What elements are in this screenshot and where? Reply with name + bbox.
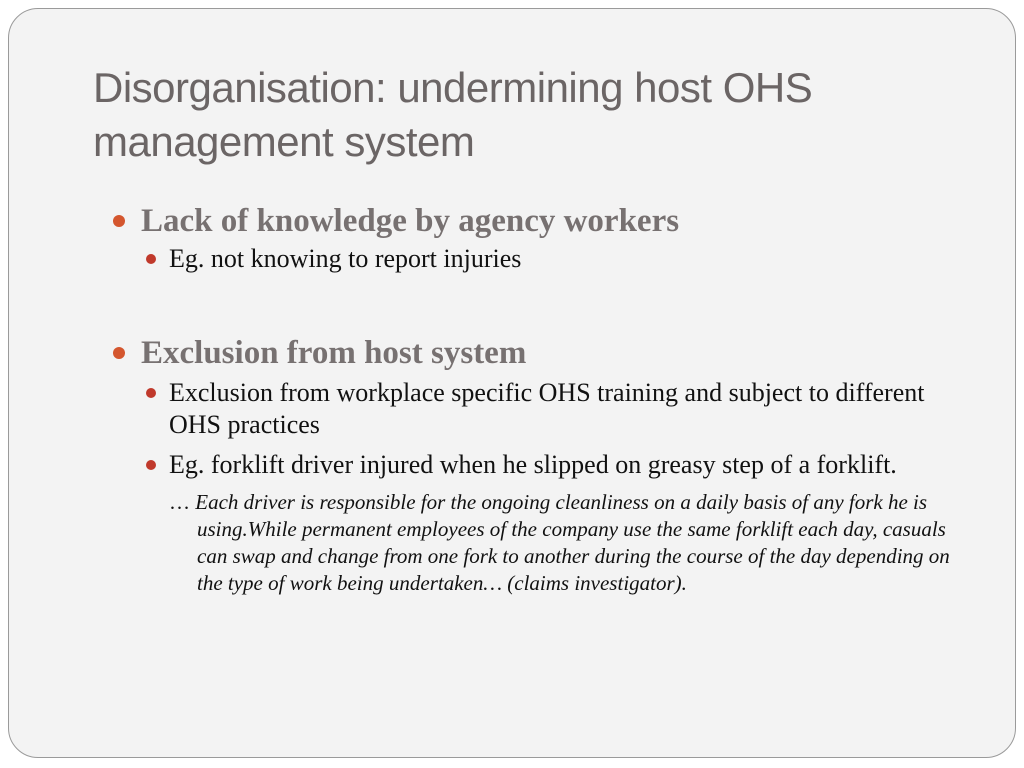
- quote-text: Each driver is responsible for the ongoing cleanliness on a daily basis of any fork he is using.While permanent employees of the company use the same forklift each day, casuals can swap and change from one fork to another during the course of the day depending on the type of work being undertaken… (claims investigator).: [195, 490, 950, 595]
- bullet-exclusion: [113, 333, 973, 373]
- sub-bullet-text: Eg. forklift driver injured when he slipped on greasy step of a forklift.: [169, 450, 897, 479]
- bullet-icon: [113, 215, 125, 227]
- sub-bullet-training: [141, 377, 973, 441]
- sub-bullet-forklift: [141, 449, 973, 481]
- sub-bullet-report-injuries: [141, 243, 973, 275]
- sub-bullet-text: Exclusion from workplace specific OHS training and subject to different OHS practices: [169, 378, 925, 439]
- bullet-lack-of-knowledge: [113, 201, 973, 241]
- slide: [8, 8, 1016, 758]
- bullet-icon: [146, 254, 156, 264]
- bullet-heading: Lack of knowledge by agency workers: [141, 203, 680, 239]
- sub-bullet-text: Eg. not knowing to report injuries: [169, 244, 522, 273]
- quote-ellipsis: …: [169, 490, 190, 514]
- bullet-heading: Exclusion from host system: [141, 335, 527, 371]
- investigator-quote: [169, 489, 973, 597]
- slide-content: [113, 201, 973, 597]
- bullet-icon: [146, 460, 156, 470]
- bullet-icon: [113, 347, 125, 359]
- slide-title: Disorganisation: undermining host OHS management system: [93, 64, 813, 165]
- bullet-icon: [146, 388, 156, 398]
